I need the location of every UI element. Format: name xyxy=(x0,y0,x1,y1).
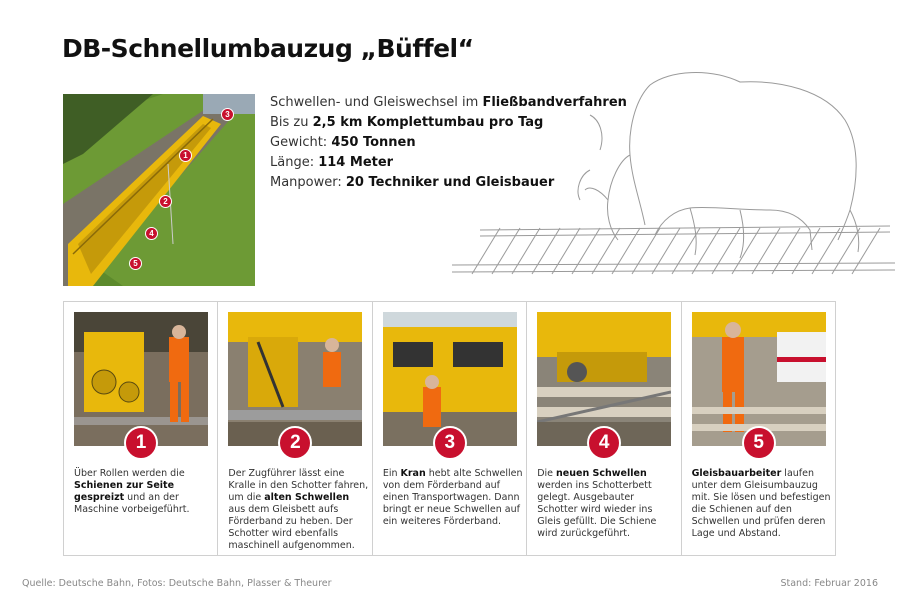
step-card xyxy=(682,302,835,555)
fact-line: Manpower: 20 Techniker und Gleisbauer xyxy=(270,175,555,190)
source-credit: Quelle: Deutsche Bahn, Fotos: Deutsche Bahn, Plasser & Theurer xyxy=(22,578,332,589)
train-aerial-illustration xyxy=(63,94,255,286)
step-description: Der Zugführer lässt eine Kralle in den Schotter fahren, um die alten Schwellen aus dem Gleisbett aufs Förderband zu heben. Der Schotter wird ebenfalls maschinell aufgenommen. xyxy=(228,468,369,551)
hero-photo xyxy=(63,94,255,286)
step-description: Die neuen Schwellen werden ins Schotterbett gelegt. Ausgebauter Schotter wird wieder ins Gleis gefüllt. Die Schiene wird zurückgeführt. xyxy=(537,468,657,539)
fact-line: Bis zu 2,5 km Komplettumbau pro Tag xyxy=(270,115,544,130)
bison-track-illustration xyxy=(440,60,900,300)
page-title: DB-Schnellumbauzug „Büffel“ xyxy=(62,34,474,63)
hero-marker: 4 xyxy=(145,227,158,240)
fact-line: Schwellen- und Gleiswechsel im Fließbandverfahren xyxy=(270,95,627,110)
hero-marker: 1 xyxy=(179,149,192,162)
hero-marker: 5 xyxy=(129,257,142,270)
fact-line: Gewicht: 450 Tonnen xyxy=(270,135,416,150)
step-number-badge: 1 xyxy=(124,426,158,460)
step-number-badge: 2 xyxy=(278,426,312,460)
date-stamp: Stand: Februar 2016 xyxy=(780,578,878,589)
hero-marker: 2 xyxy=(159,195,172,208)
step-card xyxy=(64,302,218,555)
step-card xyxy=(218,302,372,555)
step-number-badge: 5 xyxy=(742,426,776,460)
step-description: Gleisbauarbeiter laufen unter dem Gleisumbauzug mit. Sie lösen und befestigen die Schienen auf den Schwellen und prüfen deren Lage und Abstand. xyxy=(691,468,831,539)
step-number-badge: 3 xyxy=(433,426,467,460)
step-card xyxy=(373,302,527,555)
fact-line: Länge: 114 Meter xyxy=(270,155,394,170)
step-card xyxy=(527,302,681,555)
step-number-badge: 4 xyxy=(587,426,621,460)
steps-panel xyxy=(63,301,836,556)
step-description: Über Rollen werden die Schienen zur Seite gespreizt und an der Maschine vorbeigeführt. xyxy=(74,468,190,515)
step-description: Ein Kran hebt alte Schwellen von dem Förderband auf einen Transportwagen. Dann bringt er neue Schwellen auf ein weiteres Förderband. xyxy=(382,468,523,527)
hero-marker: 3 xyxy=(221,108,234,121)
